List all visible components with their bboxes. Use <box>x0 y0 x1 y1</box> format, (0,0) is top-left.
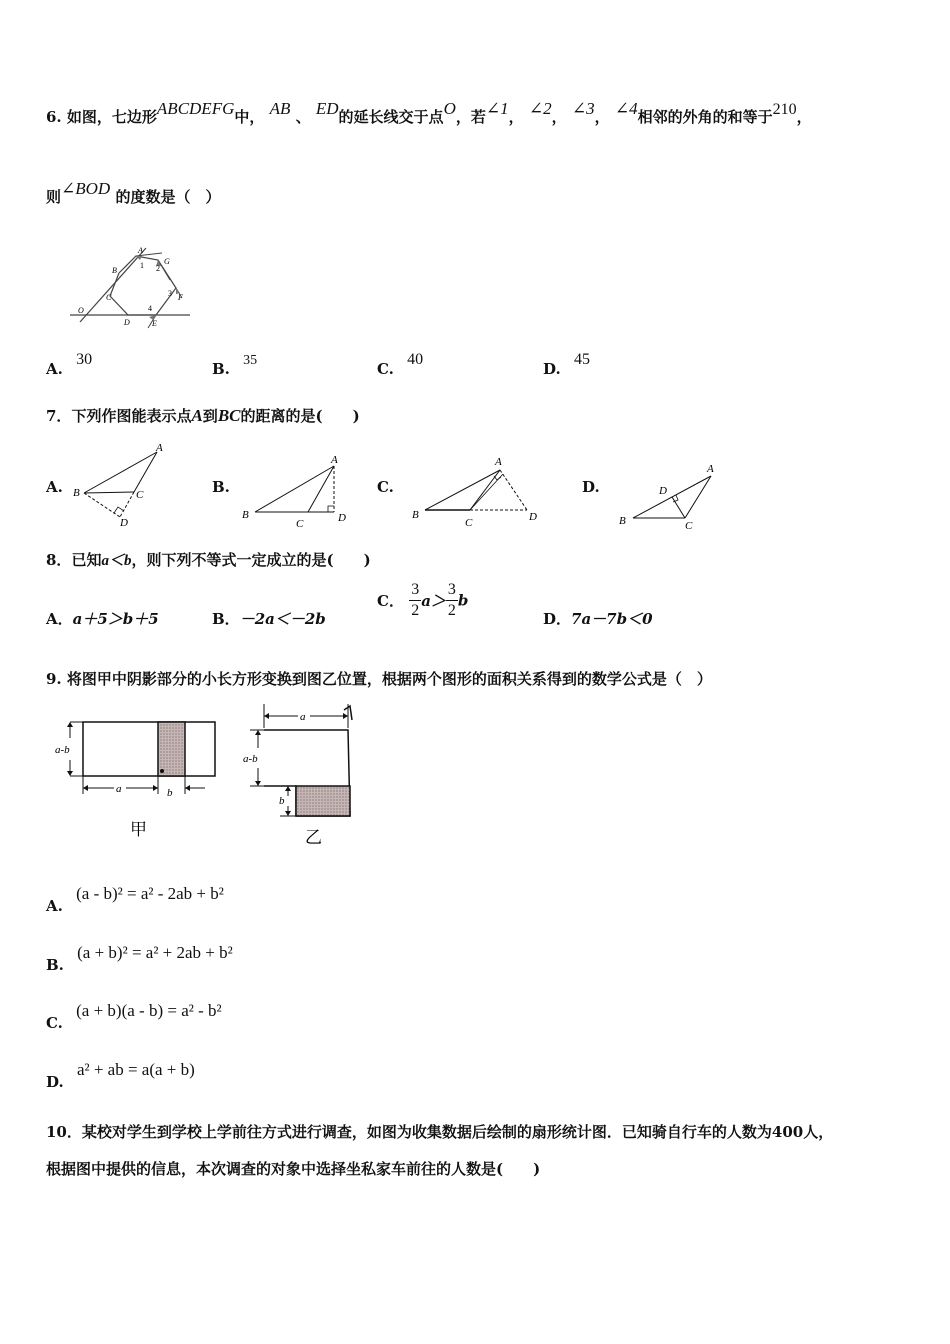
q8c-frac1-den: 2 <box>411 602 420 619</box>
q6-angle-3: ∠3 <box>571 99 595 118</box>
q6-angle-4: ∠4 <box>614 99 638 118</box>
q9-jia-caption: 甲 <box>130 820 147 839</box>
q9-text: 将图甲中阴影部分的小长方形变换到图乙位置，根据两个图形的面积关系得到的数学公式是（ ） <box>66 670 712 688</box>
q7-text-3: 的距离的是( ) <box>240 407 360 425</box>
q6-text-3: 的延长线交于点 <box>338 108 444 126</box>
q9-figure-jia <box>52 712 217 852</box>
q7a-label-c: C <box>136 489 144 501</box>
q9-option-b-formula: (a + b)² = a² + 2ab + b² <box>77 943 233 962</box>
q8-option-a[interactable] <box>46 608 159 629</box>
q7c-label-d: D <box>529 511 537 523</box>
q8-option-c-end: b <box>457 591 469 610</box>
q6-line2 <box>46 179 221 207</box>
q8-option-c[interactable] <box>377 580 468 621</box>
q8-option-a-expr: a＋5＞b＋5 <box>72 610 159 628</box>
q7-option-a-label: A. <box>46 478 63 496</box>
q6-fig-label-d: D <box>124 318 130 327</box>
q8c-frac1-num: 3 <box>409 580 421 601</box>
q6-text-7: 的度数是（ ） <box>115 188 221 206</box>
q9-number: 9. <box>46 670 62 688</box>
q7-option-c[interactable] <box>377 478 394 496</box>
q7-option-b[interactable] <box>212 478 230 496</box>
q6-fig-label-b: B <box>112 266 117 275</box>
q8-option-d-expr: 7a－7b＜0 <box>571 610 653 628</box>
q7-option-b-figure <box>238 450 358 530</box>
q6-number: 6. <box>46 108 62 126</box>
q9-option-b[interactable] <box>46 943 233 974</box>
q6-heptagon-figure <box>66 240 196 332</box>
q9-figure-yi <box>240 700 370 850</box>
q8-option-c-label: C． <box>377 592 404 610</box>
q7-option-d-label: D. <box>582 478 600 496</box>
q10-number: 10． <box>46 1123 82 1141</box>
q8-number: 8． <box>46 551 72 569</box>
q6-fig-label-o: O <box>78 306 84 315</box>
q7a-label-a: A <box>156 442 163 454</box>
q9-yi-side-b: b <box>279 795 285 807</box>
q10-line1 <box>46 1121 833 1142</box>
q6-sum-value: 210 <box>772 101 797 118</box>
q7-stem <box>46 405 360 426</box>
q8-option-c-fraction-2 <box>446 580 458 621</box>
q6-text-2: 中， <box>234 108 265 126</box>
q7d-label-b: B <box>619 515 626 527</box>
q10-text-line2: 根据图中提供的信息，本次调查的对象中选择坐私家车前往的人数是( ) <box>46 1160 541 1178</box>
q7d-label-a: A <box>707 463 714 475</box>
q7c-label-a: A <box>495 456 502 468</box>
q7-option-d-figure <box>615 458 735 536</box>
q6-fig-label-g: G <box>164 257 170 266</box>
q6-option-a[interactable] <box>46 350 93 378</box>
q9-option-b-label: B. <box>46 956 64 974</box>
q6-option-c[interactable] <box>377 350 424 378</box>
q6-fig-label-a: A <box>138 246 143 255</box>
q9-option-a-formula: (a - b)² = a² - 2ab + b² <box>76 884 224 903</box>
q6-line1 <box>46 99 812 127</box>
q8-text-1: 已知 <box>71 551 102 569</box>
q9-jia-bottom-a: a <box>116 783 122 795</box>
q8-option-d[interactable] <box>543 608 653 629</box>
q8-stem <box>46 549 371 570</box>
q6-point-o: O <box>443 99 456 118</box>
q8-option-b-label: B． <box>212 610 240 628</box>
q6-option-c-value: 40 <box>407 351 424 368</box>
q6-option-a-value: 30 <box>76 351 93 368</box>
q7b-label-c: C <box>296 518 304 530</box>
q6-option-b[interactable] <box>212 350 258 378</box>
q9-yi-top-a: a <box>300 711 306 723</box>
q7-text-2: 到 <box>202 407 218 425</box>
q8-text-2: ，则下列不等式一定成立的是( ) <box>131 551 371 569</box>
q6-segment-ab: AB <box>269 99 291 118</box>
q8c-frac2-num: 3 <box>446 580 458 601</box>
q6-segment-ed: ED <box>315 99 339 118</box>
q7-option-c-label: C. <box>377 478 394 496</box>
q8-option-c-fraction-1 <box>409 580 421 621</box>
q7-segment-bc: BC <box>217 406 241 425</box>
q6-option-b-value: 35 <box>243 353 258 368</box>
q8-option-d-label: D． <box>543 610 572 628</box>
q9-jia-side-label: a-b <box>55 744 70 756</box>
q6-comma-2: ， <box>551 108 567 126</box>
q8-condition: a＜b <box>101 553 132 569</box>
q9-option-d-label: D. <box>46 1073 64 1091</box>
q6-option-d[interactable] <box>543 350 590 378</box>
q6-text-5-end: ， <box>796 108 812 126</box>
q6-comma-3: ， <box>594 108 610 126</box>
q9-option-d[interactable] <box>46 1060 195 1091</box>
q10-line2 <box>46 1158 540 1179</box>
q6-fig-label-2: 2 <box>156 264 160 273</box>
q6-option-c-label: C. <box>377 360 394 378</box>
q6-fig-label-e: E <box>152 319 157 328</box>
q6-polygon-name: ABCDEFG <box>156 99 235 118</box>
q7a-label-b: B <box>73 487 80 499</box>
q9-option-c-label: C. <box>46 1014 63 1032</box>
q7c-label-b: B <box>412 509 419 521</box>
q9-yi-side-label: a-b <box>243 753 258 765</box>
q9-option-c-formula: (a + b)(a - b) = a² - b² <box>76 1001 222 1020</box>
q9-yi-caption: 乙 <box>305 828 322 847</box>
q6-fig-label-c: C <box>106 293 112 302</box>
q6-fig-label-1: 1 <box>140 261 144 270</box>
q6-option-d-label: D. <box>543 360 561 378</box>
q7c-label-c: C <box>465 517 473 529</box>
q7-option-c-figure <box>405 450 550 530</box>
q9-option-a[interactable] <box>46 884 224 915</box>
q6-angle-1: ∠1 <box>485 99 509 118</box>
q9-option-c[interactable] <box>46 1001 222 1032</box>
q6-fig-label-3: 3 <box>168 289 172 298</box>
q7-text-1: 下列作图能表示点 <box>71 407 192 425</box>
q8-option-c-mid: a＞ <box>421 592 446 610</box>
q9-stem <box>46 668 712 689</box>
q6-fig-label-f: F <box>178 293 183 302</box>
q7-option-a-figure <box>70 440 170 530</box>
q8-option-b[interactable] <box>212 608 326 629</box>
q7-option-a[interactable] <box>46 478 63 496</box>
q6-comma-1: ， <box>508 108 524 126</box>
q6-option-b-label: B. <box>212 360 230 378</box>
q7-option-d[interactable] <box>582 478 600 496</box>
q7b-label-a: A <box>331 454 338 466</box>
q6-angle-2: ∠2 <box>528 99 552 118</box>
q7-option-b-label: B. <box>212 478 230 496</box>
q7d-label-c: C <box>685 520 693 532</box>
q7-number: 7． <box>46 407 72 425</box>
q9-jia-bottom-b: b <box>167 787 173 799</box>
q6-fig-label-4: 4 <box>148 304 152 313</box>
q7a-label-d: D <box>120 517 128 529</box>
q7-point-a: A <box>191 406 203 425</box>
q6-option-d-value: 45 <box>573 351 590 368</box>
q9-option-d-formula: a² + ab = a(a + b) <box>76 1060 195 1079</box>
q9-option-a-label: A. <box>46 897 63 915</box>
q8-option-a-label: A． <box>46 610 73 628</box>
q6-separator: 、 <box>295 108 311 126</box>
q6-text-4: ，若 <box>455 108 486 126</box>
q6-angle-bod: ∠BOD <box>61 179 111 198</box>
q7b-label-b: B <box>242 509 249 521</box>
q7d-label-d: D <box>659 485 667 497</box>
q10-text-line1: 某校对学生到学校上学前往方式进行调查，如图为收集数据后绘制的扇形统计图．已知骑自行车的人数为400人， <box>81 1123 834 1141</box>
q8c-frac2-den: 2 <box>447 602 456 619</box>
q8-option-b-expr: －2a＜－2b <box>239 610 326 628</box>
q6-text-6: 则 <box>46 188 62 206</box>
q7b-label-d: D <box>338 512 346 524</box>
q6-text-1: 如图，七边形 <box>66 108 157 126</box>
q6-text-5: 相邻的外角的和等于 <box>637 108 773 126</box>
q6-option-a-label: A. <box>46 360 63 378</box>
